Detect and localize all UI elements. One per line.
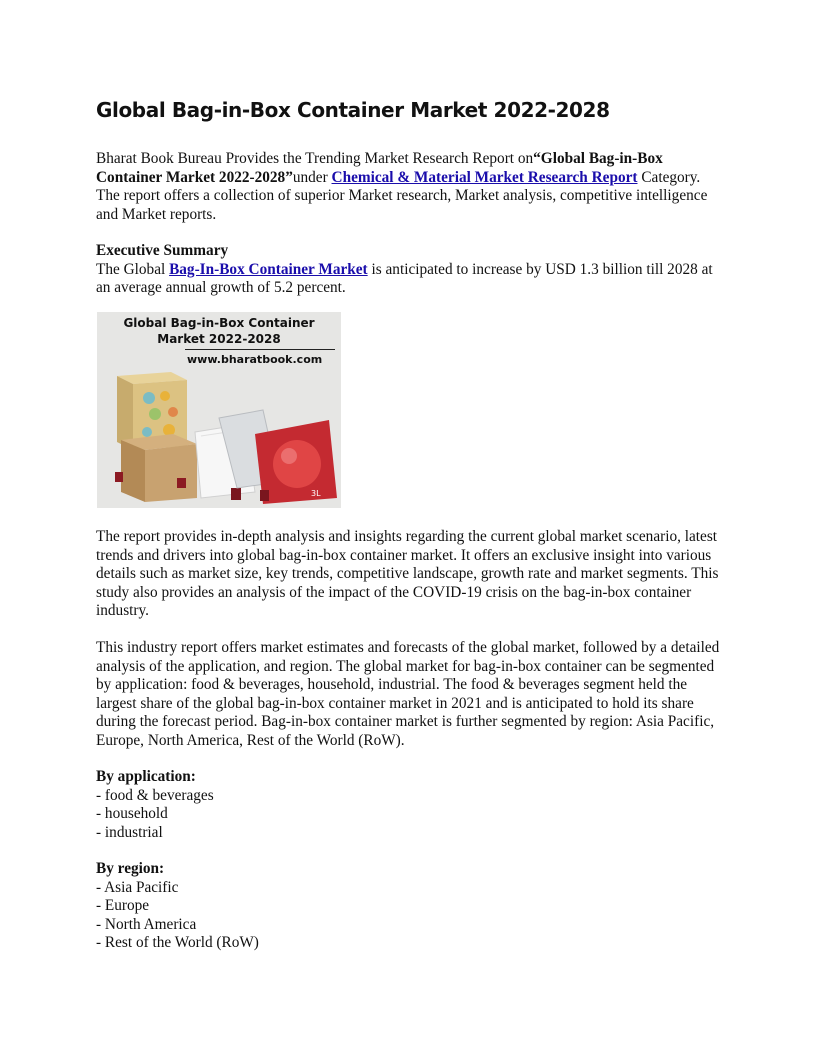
- intro-paragraph: [96, 150, 726, 224]
- industry-paragraph: This industry report offers market estimates and forecasts of the global market, followed by a detailed analysis of the application, and region. The global market for bag-in-box container can be segmented by application: food & beverages, household, industrial. The food & beverages segment held the largest share of the global bag-in-box container market in 2021 and is anticipated to hold its share during the forecast period. Bag-in-box container market is further segmented by region: Asia Pacific, Europe, North America, Rest of the World (RoW).: [96, 639, 720, 749]
- report-name: “Global Bag-in-Box Container Market 2022-2028”: [96, 150, 663, 186]
- list-item: - industrial: [96, 823, 163, 841]
- list-item: - North America: [96, 915, 197, 933]
- by-application-section: [96, 768, 726, 842]
- intro-under: under: [292, 168, 332, 186]
- intro-suffix: Category. The report offers a collection of superior Market research, Market analysis, competitive intelligence and Market reports.: [96, 168, 708, 223]
- page-title: Global Bag-in-Box Container Market 2022-2028: [96, 98, 610, 122]
- promo-title-line-1: Global Bag-in-Box Container: [123, 316, 315, 330]
- by-region-section: [96, 860, 726, 953]
- category-link[interactable]: Chemical & Material Market Research Report: [331, 168, 638, 186]
- list-item: - Rest of the World (RoW): [96, 934, 259, 952]
- list-item: - food & beverages: [96, 786, 214, 804]
- list-item: - household: [96, 805, 168, 823]
- by-application-heading: By application:: [96, 768, 196, 785]
- intro-prefix: Bharat Book Bureau Provides the Trending Market Research Report on: [96, 150, 534, 167]
- analysis-paragraph: The report provides in-depth analysis and insights regarding the current global market scenario, latest trends and drivers into global bag-in-box container market. It offers an exclusive insight into various details such as market size, key trends, competitive landscape, growth rate and market segments. This study also provides an analysis of the impact of the COVID-19 crisis on the bag-in-box container industry.: [96, 528, 719, 620]
- promo-title-line-2: Market 2022-2028: [157, 332, 281, 346]
- list-item: - Europe: [96, 897, 150, 915]
- list-item: - Asia Pacific: [96, 878, 179, 896]
- promo-title: [97, 315, 341, 347]
- executive-summary-heading: Executive Summary: [96, 242, 229, 259]
- promo-divider: [185, 349, 335, 350]
- pouch-volume-label: 3L: [311, 489, 321, 498]
- summary-prefix: The Global: [96, 260, 170, 278]
- executive-summary-section: [96, 242, 726, 298]
- promo-image: [97, 312, 341, 508]
- market-link[interactable]: Bag-In-Box Container Market: [169, 260, 368, 278]
- promo-url: www.bharatbook.com: [187, 353, 323, 366]
- summary-suffix: is anticipated to increase by USD 1.3 billion till 2028 at an average annual growth of 5.2 percent.: [96, 260, 713, 297]
- by-region-heading: By region:: [96, 860, 165, 877]
